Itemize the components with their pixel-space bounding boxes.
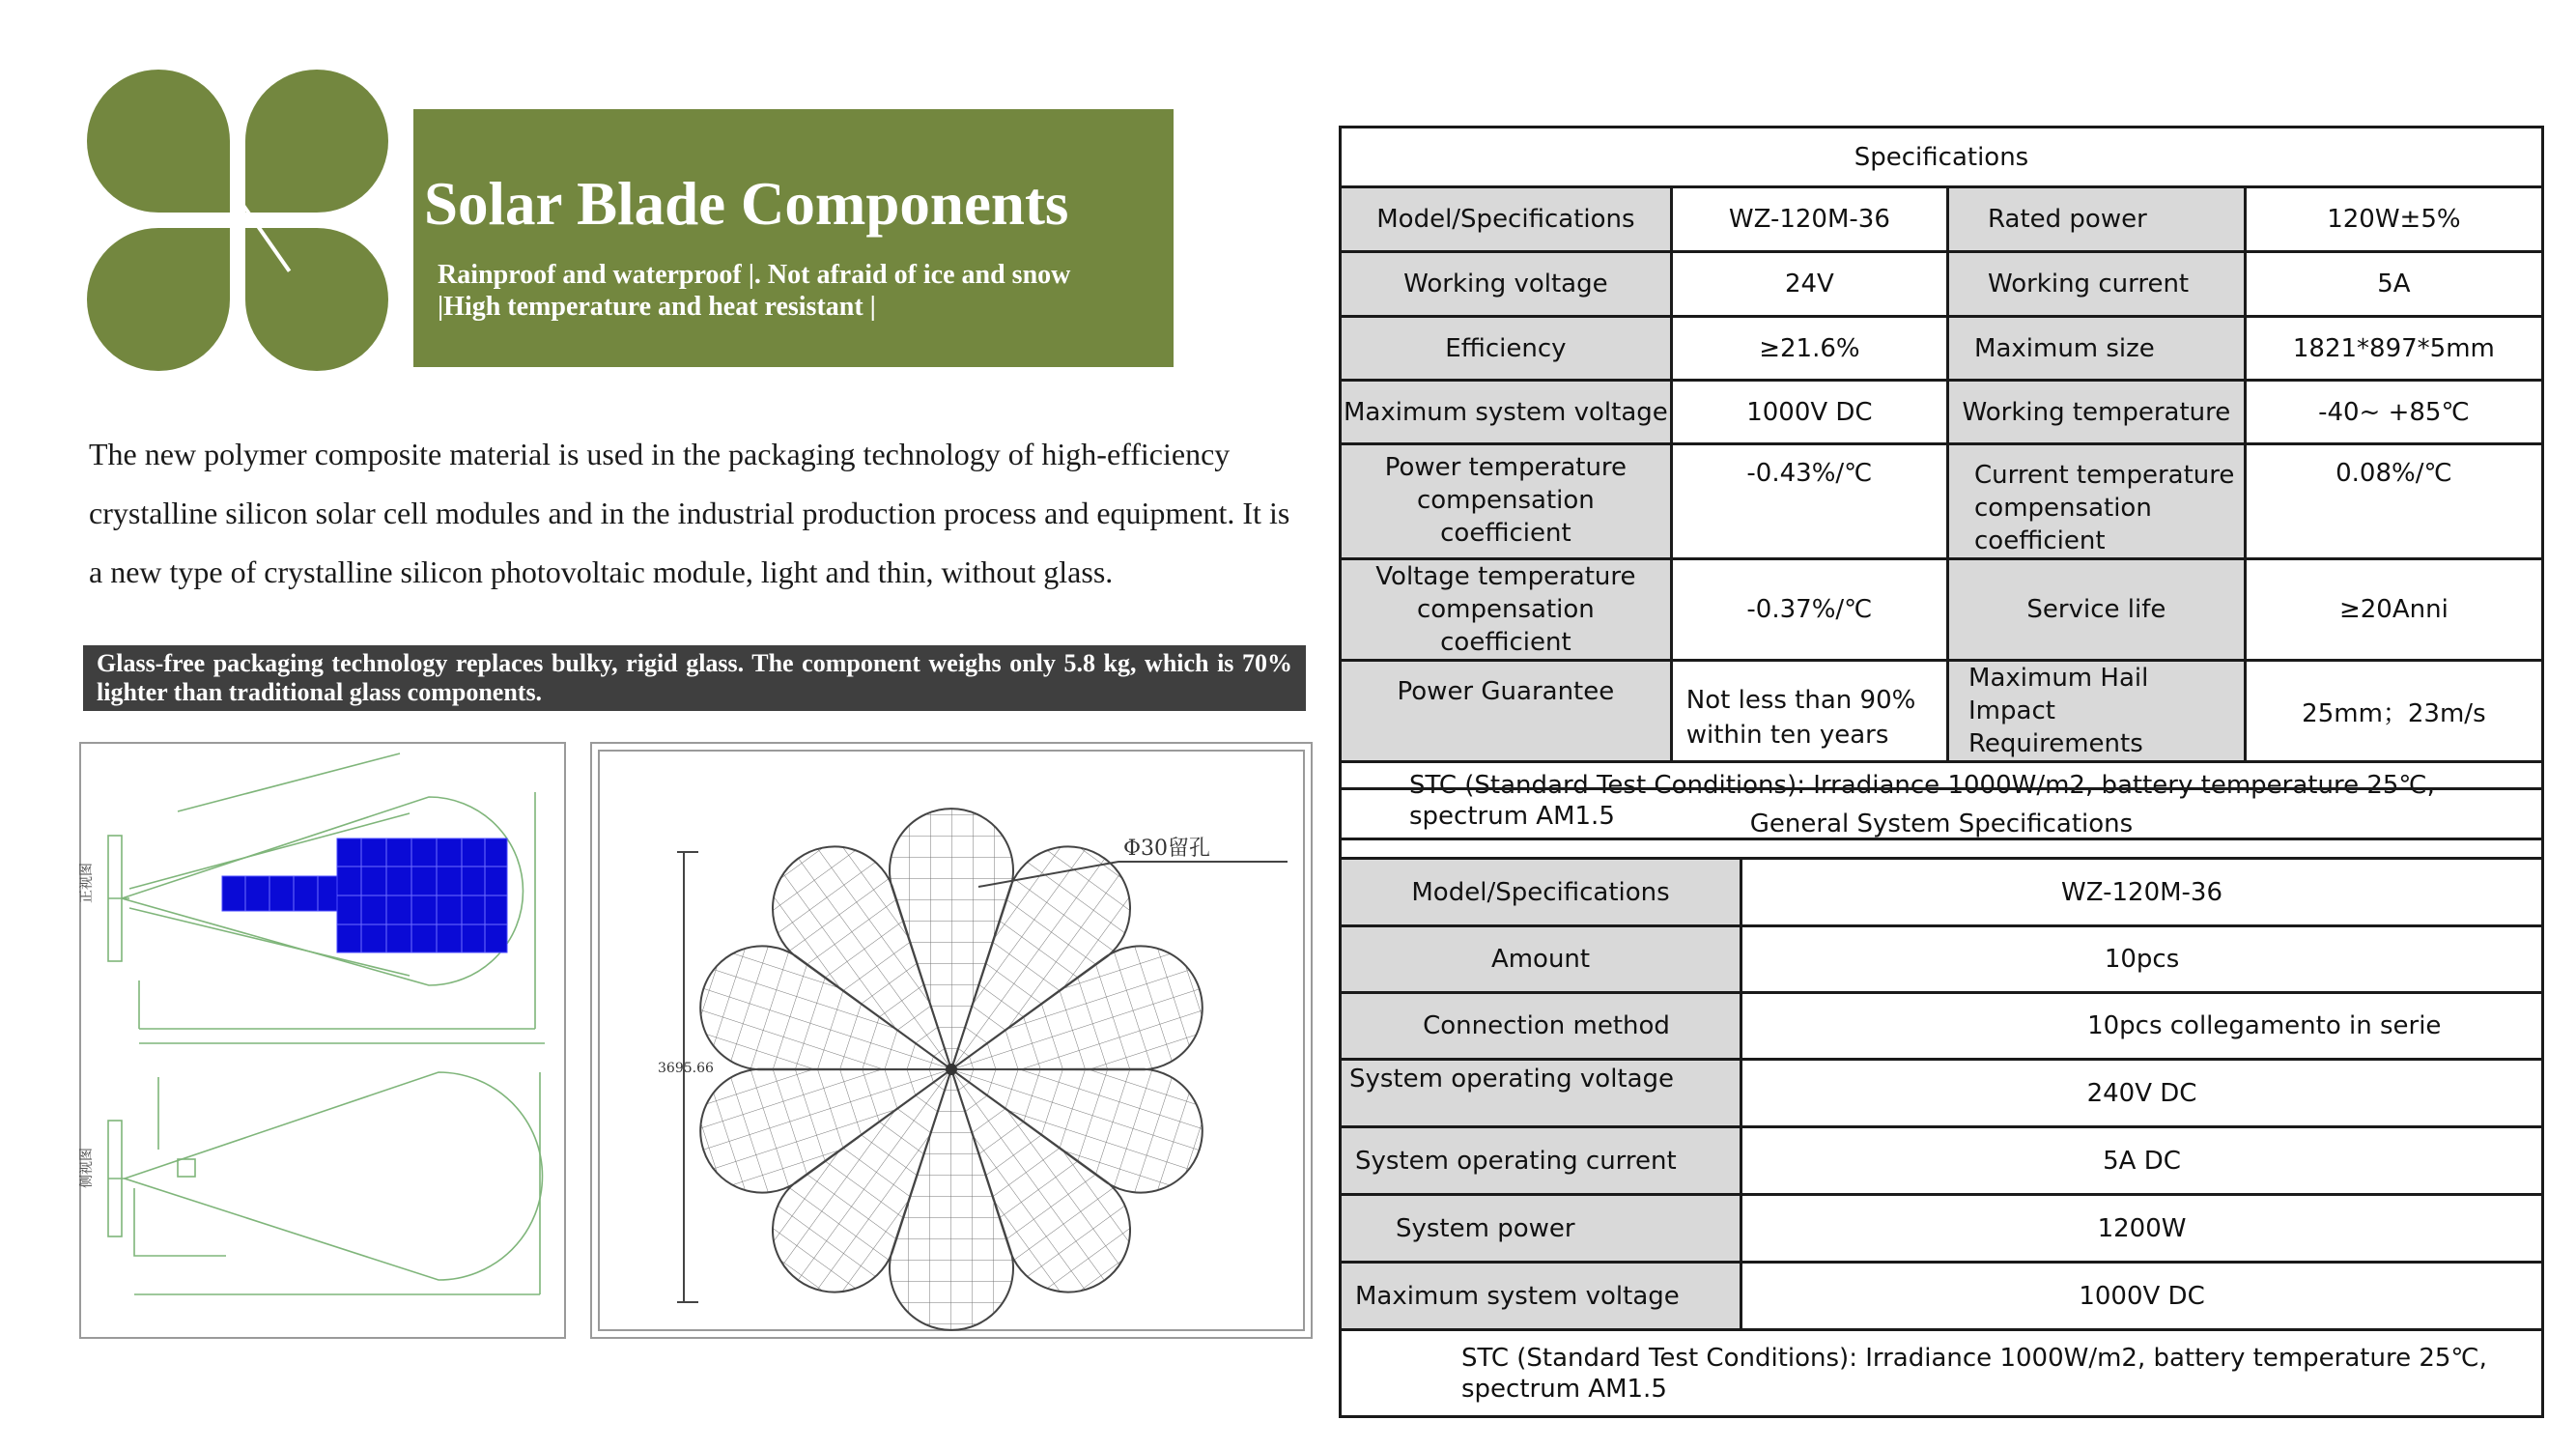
spec-label: Maximum size <box>1948 317 2246 381</box>
general-value: 240V DC <box>1741 1060 2543 1127</box>
spec-value: 120W±5% <box>2245 187 2542 252</box>
stc-note: STC (Standard Test Conditions): Irradiance 1000W/m2, battery temperature 25℃, spectrum AM1.5 <box>1341 762 2543 839</box>
highlight-strip: Glass-free packaging technology replaces bulky, rigid glass. The component weighs only 5.8 kg, which is 70% lighter than traditional glass components. <box>83 645 1306 711</box>
spec-label: Voltage temperature compensation coefficient <box>1341 559 1672 661</box>
spec-label: Current temperature compensation coefficient <box>1948 444 2246 559</box>
logo-petal <box>87 70 230 213</box>
general-value: 1000V DC <box>1741 1263 2543 1330</box>
hole-label: Φ30留孔 <box>1123 837 1211 861</box>
general-label: System operating voltage <box>1341 1060 1741 1127</box>
spec-value: 24V <box>1671 252 1947 317</box>
spec-label: Working temperature <box>1948 381 2246 444</box>
spec-label: Maximum Hail Impact Requirements <box>1948 661 2246 762</box>
general-label: Model/Specifications <box>1341 859 1741 926</box>
intro-paragraph: The new polymer composite material is used in the packaging technology of high-efficiency crystalline silicon solar cell modules and in the industrial production process and equipment. It is a new type of crystalline silicon photovoltaic module, light and thin, without glass. <box>89 437 1290 589</box>
clover-logo <box>87 70 388 371</box>
logo-petal <box>87 228 230 371</box>
flower-array-drawing <box>590 742 1313 1339</box>
spec-label: Efficiency <box>1341 317 1672 381</box>
spec-value: Not less than 90% within ten years <box>1671 661 1947 762</box>
general-value: 10pcs collegamento in serie <box>1741 993 2543 1060</box>
banner-subtitle <box>438 259 1162 323</box>
spec-label: Model/Specifications <box>1341 187 1672 252</box>
subtitle-line: Rainproof and waterproof |. Not afraid of ice and snow <box>438 260 1071 290</box>
spec-value: 0.08%/℃ <box>2245 444 2542 559</box>
spec-value: 5A <box>2245 252 2542 317</box>
spec-label: Power Guarantee <box>1341 661 1672 762</box>
general-value: 5A DC <box>1741 1127 2543 1195</box>
side-view-label: 侧视图 <box>79 1148 95 1188</box>
general-system-table <box>1339 787 2544 1418</box>
flower-blades <box>685 809 1219 1330</box>
general-value: WZ-120M-36 <box>1741 859 2543 926</box>
blade-technical-drawing <box>79 742 566 1339</box>
top-view-label: 正视图 <box>79 863 95 903</box>
subtitle-line: |High temperature and heat resistant | <box>438 292 876 322</box>
general-value: 10pcs <box>1741 926 2543 993</box>
spec-value: ≥21.6% <box>1671 317 1947 381</box>
logo-petal <box>245 228 388 371</box>
page-title: Solar Blade Components <box>424 170 1069 238</box>
general-value: 1200W <box>1741 1195 2543 1263</box>
spec-label: Maximum system voltage <box>1341 381 1672 444</box>
general-label: Amount <box>1341 926 1741 993</box>
general-label: System operating current <box>1341 1127 1741 1195</box>
blade-views-svg <box>81 744 564 1337</box>
spec-value: 25mm；23m/s <box>2245 661 2542 762</box>
general-label: Connection method <box>1341 993 1741 1060</box>
general-label: System power <box>1341 1195 1741 1263</box>
dimension-label: 3695.66 <box>658 1061 714 1076</box>
logo-petal <box>245 70 388 213</box>
spec-label: Rated power <box>1948 187 2246 252</box>
flower-svg <box>592 744 1311 1337</box>
specifications-table <box>1339 126 2544 840</box>
stc-note: STC (Standard Test Conditions): Irradiance 1000W/m2, battery temperature 25℃, spectrum AM1.5 <box>1341 1330 2543 1417</box>
title-banner <box>413 109 1174 367</box>
spec-label: Power temperature compensation coefficient <box>1341 444 1672 559</box>
spec-value: -0.37%/℃ <box>1671 559 1947 661</box>
spec-label: Service life <box>1948 559 2246 661</box>
spec-value: WZ-120M-36 <box>1671 187 1947 252</box>
general-label: Maximum system voltage <box>1341 1263 1741 1330</box>
spec-value: -0.43%/℃ <box>1671 444 1947 559</box>
spec-value: 1821*897*5mm <box>2245 317 2542 381</box>
spec-value: -40~ +85℃ <box>2245 381 2542 444</box>
spec-label: Working current <box>1948 252 2246 317</box>
spec-value: 1000V DC <box>1671 381 1947 444</box>
specifications-title: Specifications <box>1341 128 2543 187</box>
spec-value: ≥20Anni <box>2245 559 2542 661</box>
spec-label: Working voltage <box>1341 252 1672 317</box>
general-title: General System Specifications <box>1341 789 2543 859</box>
